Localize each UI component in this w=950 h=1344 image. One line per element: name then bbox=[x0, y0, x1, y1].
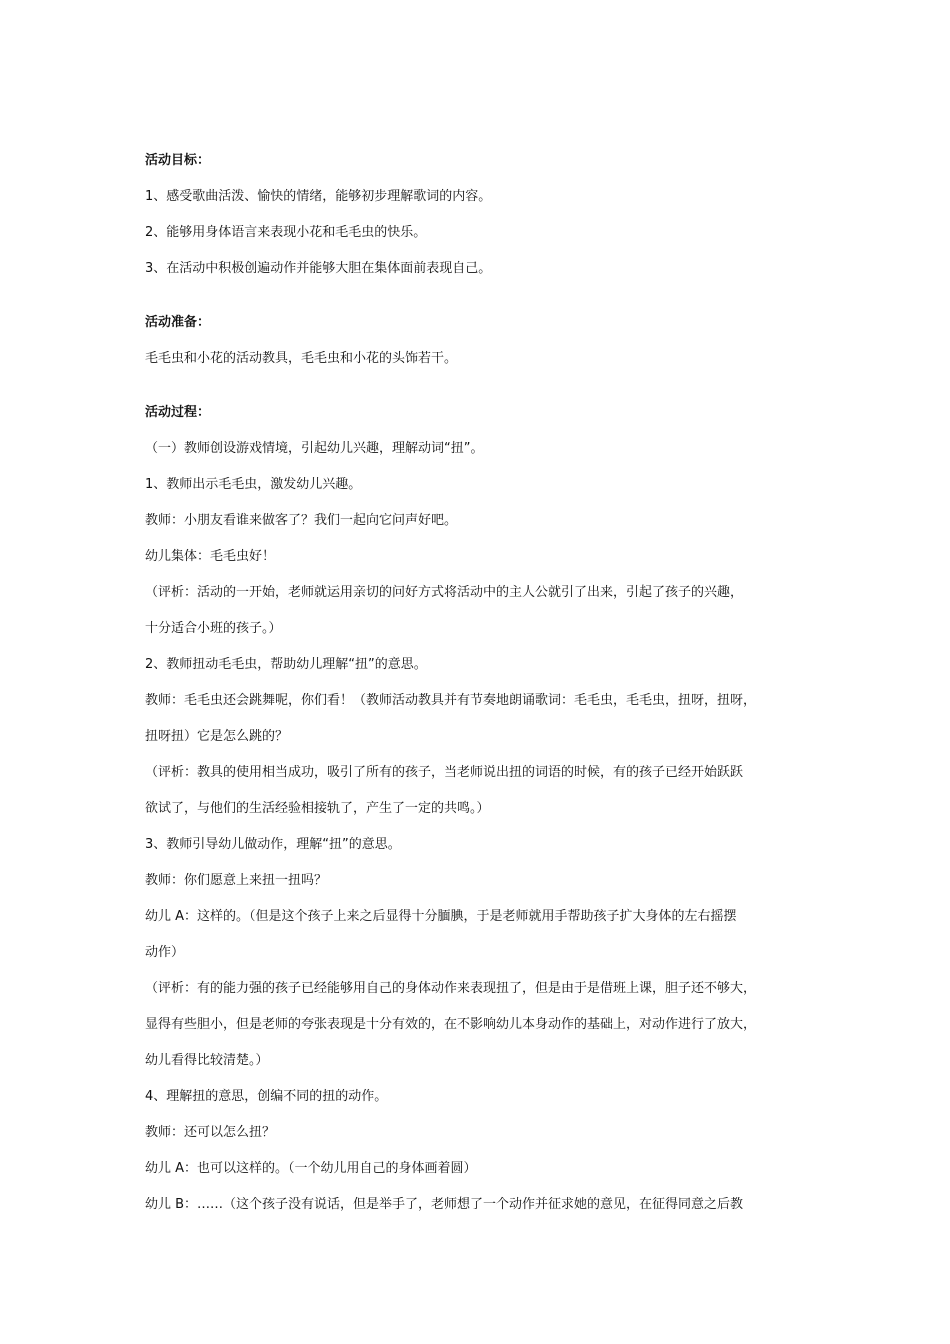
process-line: 幼儿 A：也可以这样的。（一个幼儿用自己的身体画着圆） bbox=[145, 1161, 477, 1176]
process-line: 显得有些胆小，但是老师的夸张表现是十分有效的，在不影响幼儿本身动作的基础上，对动作进行了放大， bbox=[145, 1017, 757, 1032]
process-line: （一）教师创设游戏情境，引起幼儿兴趣，理解动词“扭”。 bbox=[145, 441, 484, 456]
process-line: （评析：有的能力强的孩子已经能够用自己的身体动作来表现扭了，但是由于是借班上课，胆子还不够大， bbox=[145, 981, 757, 996]
process-line: 幼儿 B：……（这个孩子没有说话，但是举手了，老师想了一个动作并征求她的意见，在征得同意之后教 bbox=[145, 1197, 744, 1212]
process-line: 动作） bbox=[145, 945, 185, 960]
goal-item: 1、感受歌曲活泼、愉快的情绪，能够初步理解歌词的内容。 bbox=[145, 189, 492, 204]
goal-item: 2、能够用身体语言来表现小花和毛毛虫的快乐。 bbox=[145, 225, 427, 240]
process-line: 幼儿集体：毛毛虫好！ bbox=[145, 549, 276, 564]
prep-item: 毛毛虫和小花的活动教具，毛毛虫和小花的头饰若干。 bbox=[145, 351, 458, 366]
goal-item: 3、在活动中积极创遍动作并能够大胆在集体面前表现自己。 bbox=[145, 261, 492, 276]
goals-heading: 活动目标： bbox=[145, 153, 211, 168]
process-line: （评析：教具的使用相当成功，吸引了所有的孩子，当老师说出扭的词语的时候，有的孩子已经开始跃跃 bbox=[145, 765, 744, 780]
process-line: 1、教师出示毛毛虫，激发幼儿兴趣。 bbox=[145, 477, 362, 492]
process-line: 扭呀扭）它是怎么跳的？ bbox=[145, 729, 289, 744]
section-gap bbox=[145, 377, 813, 395]
process-line: 教师：小朋友看谁来做客了？我们一起向它问声好吧。 bbox=[145, 513, 458, 528]
process-line: 欲试了，与他们的生活经验相接轨了，产生了一定的共鸣。） bbox=[145, 801, 490, 816]
process-line: （评析：活动的一开始，老师就运用亲切的问好方式将活动中的主人公就引了出来，引起了孩子的兴趣， bbox=[145, 585, 744, 600]
process-line: 幼儿看得比较清楚。） bbox=[145, 1053, 269, 1068]
process-line: 教师：还可以怎么扭？ bbox=[145, 1125, 276, 1140]
process-line: 幼儿 A：这样的。（但是这个孩子上来之后显得十分腼腆，于是老师就用手帮助孩子扩大身体的左右摇摆 bbox=[145, 909, 737, 924]
section-gap bbox=[145, 287, 813, 305]
process-line: 教师：你们愿意上来扭一扭吗？ bbox=[145, 873, 328, 888]
process-line: 教师：毛毛虫还会跳舞呢，你们看！（教师活动教具并有节奏地朗诵歌词：毛毛虫，毛毛虫，扭呀，扭呀， bbox=[145, 693, 757, 708]
process-line: 4、理解扭的意思，创编不同的扭的动作。 bbox=[145, 1089, 388, 1104]
process-line: 十分适合小班的孩子。） bbox=[145, 621, 282, 636]
document-page bbox=[145, 143, 813, 1223]
process-line: 2、教师扭动毛毛虫，帮助幼儿理解“扭”的意思。 bbox=[145, 657, 427, 672]
process-heading: 活动过程： bbox=[145, 405, 211, 420]
process-line: 3、教师引导幼儿做动作，理解“扭”的意思。 bbox=[145, 837, 401, 852]
prep-heading: 活动准备： bbox=[145, 315, 211, 330]
